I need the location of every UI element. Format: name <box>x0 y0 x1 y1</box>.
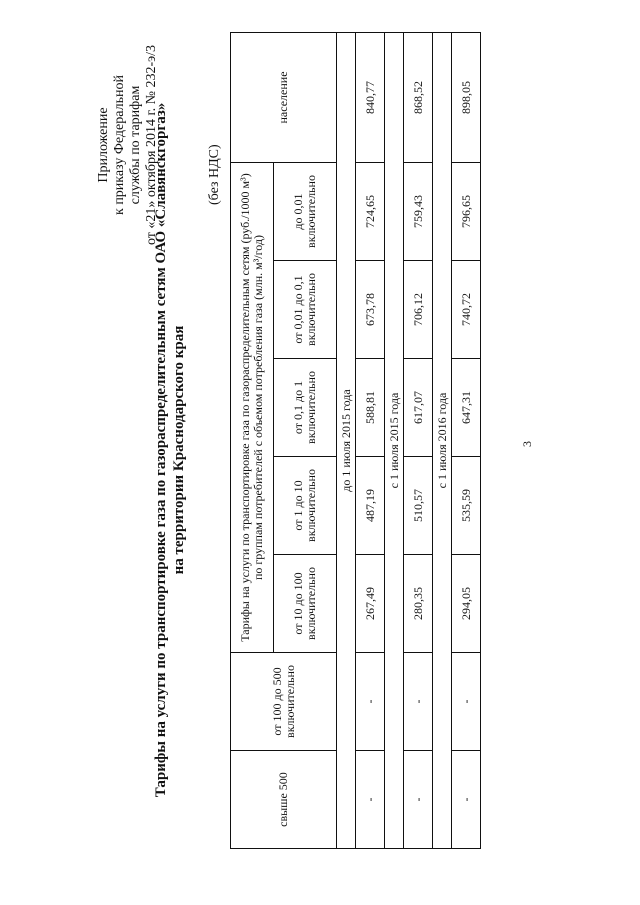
table-cell: - <box>404 653 433 751</box>
appendix-line: от «21» октября 2014 г. № 232-э/3 <box>144 44 159 246</box>
table-cell: 294,05 <box>452 555 481 653</box>
column-header: до 0,01 включительно <box>274 163 337 261</box>
title-line-1: Тарифы на услуги по транспортировке газа по газораспределительным сетям ОАО «Славянскгоргаз» <box>153 102 169 798</box>
table-cell: 280,35 <box>404 555 433 653</box>
column-header: от 0,1 до 1 включительно <box>274 359 337 457</box>
appendix-line: службы по тарифам <box>128 85 143 205</box>
table-cell: 267,49 <box>356 555 385 653</box>
table-group-header: Тарифы на услуги по транспортировке газа по газораспределительным сетям (руб./1000 м³) по группам потребителей с объемом потребления газа (млн. м³/год) <box>231 163 274 653</box>
column-header: от 100 до 500 включительно <box>231 653 337 751</box>
table-cell: - <box>356 751 385 849</box>
table-row <box>452 33 481 849</box>
table-row <box>404 33 433 849</box>
column-header: от 0,01 до 0,1 включительно <box>274 261 337 359</box>
table-cell: - <box>452 653 481 751</box>
column-header: население <box>231 33 337 163</box>
column-header: от 10 до 100 включительно <box>274 555 337 653</box>
table-cell: 868,52 <box>404 33 433 163</box>
table-cell: 535,59 <box>452 457 481 555</box>
vat-note: (без НДС) <box>207 144 222 205</box>
period-row: с 1 июля 2015 года <box>385 33 404 849</box>
table-cell: 759,43 <box>404 163 433 261</box>
table-cell: 647,31 <box>452 359 481 457</box>
appendix-block <box>96 25 160 265</box>
table-cell: 898,05 <box>452 33 481 163</box>
appendix-line: к приказу Федеральной <box>112 75 127 215</box>
column-header: от 1 до 10 включительно <box>274 457 337 555</box>
table-cell: 840,77 <box>356 33 385 163</box>
table-row <box>356 33 385 849</box>
table-cell: 740,72 <box>452 261 481 359</box>
table-cell: 487,19 <box>356 457 385 555</box>
appendix-line: Приложение <box>96 107 111 183</box>
table-cell: 706,12 <box>404 261 433 359</box>
table-cell: 673,78 <box>356 261 385 359</box>
table-cell: - <box>356 653 385 751</box>
table-cell: 617,07 <box>404 359 433 457</box>
table-cell: 510,57 <box>404 457 433 555</box>
page-number: 3 <box>520 441 534 447</box>
title-line-2: на территории Краснодарского края <box>171 325 187 575</box>
table-cell: - <box>404 751 433 849</box>
tariff-table <box>230 32 481 849</box>
period-row: с 1 июля 2016 года <box>433 33 452 849</box>
column-header: свыше 500 <box>231 751 337 849</box>
table-cell: 724,65 <box>356 163 385 261</box>
document-title <box>152 35 188 865</box>
table-cell: 588,81 <box>356 359 385 457</box>
table-cell: - <box>452 751 481 849</box>
table-cell: 796,65 <box>452 163 481 261</box>
period-row: до 1 июля 2015 года <box>337 33 356 849</box>
